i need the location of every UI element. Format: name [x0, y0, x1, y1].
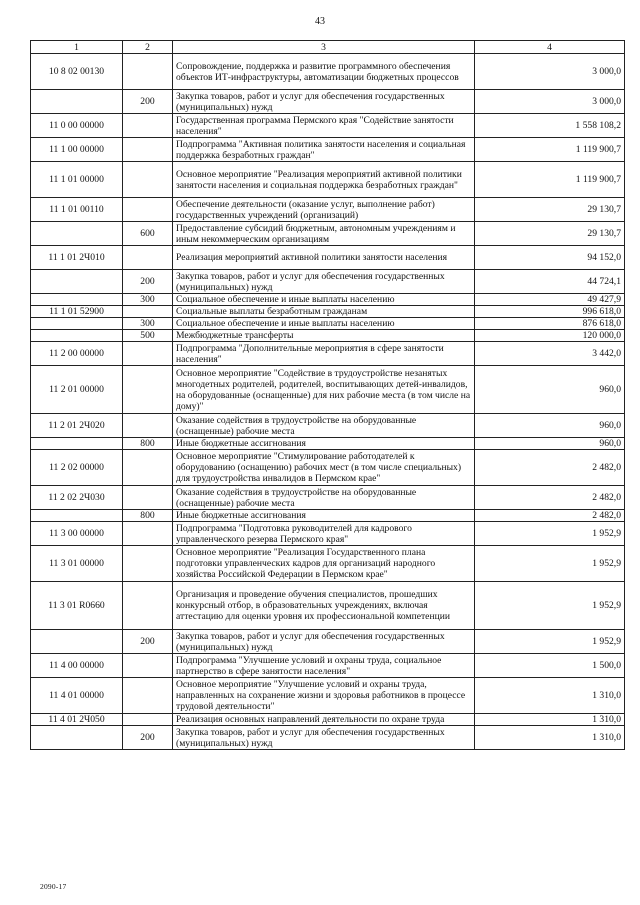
column-header: 3	[173, 41, 475, 54]
document-code: 2090-17	[40, 882, 67, 891]
row-name: Социальное обеспечение и иные выплаты населению	[173, 318, 475, 330]
table-row	[31, 678, 625, 714]
row-expense-type: 200	[123, 90, 173, 114]
row-code: 11 1 01 52900	[31, 306, 123, 318]
row-name: Иные бюджетные ассигнования	[173, 510, 475, 522]
row-expense-type	[123, 654, 173, 678]
row-amount: 49 427,9	[475, 294, 625, 306]
row-expense-type	[123, 138, 173, 162]
row-name: Закупка товаров, работ и услуг для обеспечения государственных (муниципальных) нужд	[173, 270, 475, 294]
table-row	[31, 318, 625, 330]
row-code	[31, 90, 123, 114]
table-row	[31, 546, 625, 582]
table-row	[31, 114, 625, 138]
table-row	[31, 222, 625, 246]
table-header	[31, 41, 625, 54]
row-code: 11 2 01 00000	[31, 366, 123, 414]
row-expense-type	[123, 450, 173, 486]
row-name: Основное мероприятие "Содействие в трудоустройстве незанятых многодетных родителей, родителей, воспитывающих детей-инвалидов, на оборудованные (оснащенные) для них рабочие места (в том числе на дому)"	[173, 366, 475, 414]
row-expense-type: 800	[123, 438, 173, 450]
budget-table	[30, 40, 625, 750]
row-code: 11 2 02 00000	[31, 450, 123, 486]
row-code	[31, 270, 123, 294]
row-code: 11 3 00 00000	[31, 522, 123, 546]
row-amount: 29 130,7	[475, 198, 625, 222]
row-name: Реализация основных направлений деятельности по охране труда	[173, 714, 475, 726]
table-row	[31, 54, 625, 90]
row-code: 11 1 00 00000	[31, 138, 123, 162]
table-row	[31, 306, 625, 318]
row-amount: 1 952,9	[475, 522, 625, 546]
row-code: 11 3 01 00000	[31, 546, 123, 582]
row-amount: 3 442,0	[475, 342, 625, 366]
row-name: Предоставление субсидий бюджетным, автономным учреждениям и иным некоммерческим организациям	[173, 222, 475, 246]
row-code	[31, 630, 123, 654]
row-expense-type	[123, 414, 173, 438]
row-amount: 44 724,1	[475, 270, 625, 294]
row-expense-type	[123, 246, 173, 270]
row-expense-type	[123, 114, 173, 138]
row-name: Социальное обеспечение и иные выплаты населению	[173, 294, 475, 306]
row-expense-type: 800	[123, 510, 173, 522]
row-amount: 1 310,0	[475, 714, 625, 726]
row-amount: 1 952,9	[475, 582, 625, 630]
page-number: 43	[315, 16, 325, 27]
row-code	[31, 330, 123, 342]
row-expense-type	[123, 342, 173, 366]
table-row	[31, 630, 625, 654]
row-expense-type: 300	[123, 318, 173, 330]
row-amount: 3 000,0	[475, 90, 625, 114]
row-name: Подпрограмма "Подготовка руководителей для кадрового управленческого резерва Пермского края"	[173, 522, 475, 546]
row-name: Основное мероприятие "Реализация мероприятий активной политики занятости населения и социальная поддержка безработных граждан"	[173, 162, 475, 198]
row-amount: 29 130,7	[475, 222, 625, 246]
row-name: Основное мероприятие "Реализация Государственного плана подготовки управленческих кадров для организаций народного хозяйства Российской Федерации в Пермском крае"	[173, 546, 475, 582]
row-name: Подпрограмма "Дополнительные мероприятия в сфере занятости населения"	[173, 342, 475, 366]
table-row	[31, 414, 625, 438]
row-expense-type	[123, 366, 173, 414]
row-expense-type: 600	[123, 222, 173, 246]
column-header: 4	[475, 41, 625, 54]
row-name: Социальные выплаты безработным гражданам	[173, 306, 475, 318]
table-row	[31, 654, 625, 678]
row-expense-type	[123, 54, 173, 90]
column-header: 1	[31, 41, 123, 54]
row-amount: 120 000,0	[475, 330, 625, 342]
row-name: Закупка товаров, работ и услуг для обеспечения государственных (муниципальных) нужд	[173, 630, 475, 654]
table-row	[31, 246, 625, 270]
row-amount: 1 558 108,2	[475, 114, 625, 138]
row-name: Межбюджетные трансферты	[173, 330, 475, 342]
table-row	[31, 294, 625, 306]
table-row	[31, 198, 625, 222]
row-amount: 960,0	[475, 366, 625, 414]
row-name: Реализация мероприятий активной политики занятости населения	[173, 246, 475, 270]
row-amount: 1 500,0	[475, 654, 625, 678]
row-name: Подпрограмма "Улучшение условий и охраны труда, социальное партнерство в сфере занятости населения"	[173, 654, 475, 678]
row-name: Государственная программа Пермского края "Содействие занятости населения"	[173, 114, 475, 138]
table-row	[31, 342, 625, 366]
row-name: Обеспечение деятельности (оказание услуг, выполнение работ) государственных учреждений (организаций)	[173, 198, 475, 222]
table-row	[31, 714, 625, 726]
row-amount: 94 152,0	[475, 246, 625, 270]
row-code: 11 1 01 00110	[31, 198, 123, 222]
table-row	[31, 438, 625, 450]
row-expense-type: 200	[123, 726, 173, 750]
row-name: Закупка товаров, работ и услуг для обеспечения государственных (муниципальных) нужд	[173, 90, 475, 114]
row-code	[31, 294, 123, 306]
row-code	[31, 318, 123, 330]
row-name: Оказание содействия в трудоустройстве на оборудованные (оснащенные) рабочие места	[173, 414, 475, 438]
row-code: 11 1 01 00000	[31, 162, 123, 198]
table-row	[31, 90, 625, 114]
row-amount: 1 952,9	[475, 630, 625, 654]
row-code	[31, 510, 123, 522]
row-code: 11 3 01 R0660	[31, 582, 123, 630]
row-expense-type	[123, 522, 173, 546]
table-row	[31, 162, 625, 198]
row-code: 11 4 00 00000	[31, 654, 123, 678]
row-code	[31, 726, 123, 750]
row-expense-type	[123, 546, 173, 582]
row-expense-type	[123, 582, 173, 630]
row-amount: 1 119 900,7	[475, 162, 625, 198]
row-amount: 1 310,0	[475, 726, 625, 750]
row-code: 11 4 01 00000	[31, 678, 123, 714]
row-expense-type: 200	[123, 630, 173, 654]
row-code	[31, 222, 123, 246]
row-name: Основное мероприятие "Улучшение условий и охраны труда, направленных на сохранение жизни и здоровья работников в процессе трудовой деятельности"	[173, 678, 475, 714]
row-name: Оказание содействия в трудоустройстве на оборудованные (оснащенные) рабочие места	[173, 486, 475, 510]
row-amount: 2 482,0	[475, 510, 625, 522]
row-amount: 876 618,0	[475, 318, 625, 330]
row-amount: 960,0	[475, 438, 625, 450]
row-amount: 3 000,0	[475, 54, 625, 90]
row-expense-type: 500	[123, 330, 173, 342]
row-name: Иные бюджетные ассигнования	[173, 438, 475, 450]
row-expense-type	[123, 198, 173, 222]
table-row	[31, 138, 625, 162]
row-expense-type	[123, 678, 173, 714]
row-amount: 1 952,9	[475, 546, 625, 582]
row-name: Подпрограмма "Активная политика занятости населения и социальная поддержка безработных граждан"	[173, 138, 475, 162]
row-expense-type	[123, 306, 173, 318]
row-amount: 2 482,0	[475, 450, 625, 486]
row-name: Сопровождение, поддержка и развитие программного обеспечения объектов ИТ-инфраструктуры, автоматизации бюджетных процессов	[173, 54, 475, 90]
column-header: 2	[123, 41, 173, 54]
row-code: 11 4 01 2Ч050	[31, 714, 123, 726]
row-expense-type	[123, 486, 173, 510]
table-row	[31, 450, 625, 486]
table-row	[31, 510, 625, 522]
row-code: 11 1 01 2Ч010	[31, 246, 123, 270]
row-expense-type	[123, 162, 173, 198]
row-code: 11 2 01 2Ч020	[31, 414, 123, 438]
table-row	[31, 726, 625, 750]
row-amount: 960,0	[475, 414, 625, 438]
row-name: Организация и проведение обучения специалистов, прошедших конкурсный отбор, в образовательных учреждениях, включая аттестацию для оценки уровня их профессиональной компетенции	[173, 582, 475, 630]
row-expense-type: 200	[123, 270, 173, 294]
table-row	[31, 366, 625, 414]
row-amount: 2 482,0	[475, 486, 625, 510]
row-name: Основное мероприятие "Стимулирование работодателей к оборудованию (оснащению) рабочих мест (в том числе специальных) для трудоустройства инвалидов в Пермском крае"	[173, 450, 475, 486]
row-code: 11 0 00 00000	[31, 114, 123, 138]
table-row	[31, 486, 625, 510]
row-code	[31, 438, 123, 450]
row-amount: 1 310,0	[475, 678, 625, 714]
table-body	[31, 54, 625, 750]
row-expense-type: 300	[123, 294, 173, 306]
table-row	[31, 330, 625, 342]
table-row	[31, 522, 625, 546]
row-code: 11 2 02 2Ч030	[31, 486, 123, 510]
table-row	[31, 582, 625, 630]
row-code: 11 2 00 00000	[31, 342, 123, 366]
row-expense-type	[123, 714, 173, 726]
row-amount: 1 119 900,7	[475, 138, 625, 162]
row-code: 10 8 02 00130	[31, 54, 123, 90]
table-row	[31, 270, 625, 294]
row-name: Закупка товаров, работ и услуг для обеспечения государственных (муниципальных) нужд	[173, 726, 475, 750]
row-amount: 996 618,0	[475, 306, 625, 318]
